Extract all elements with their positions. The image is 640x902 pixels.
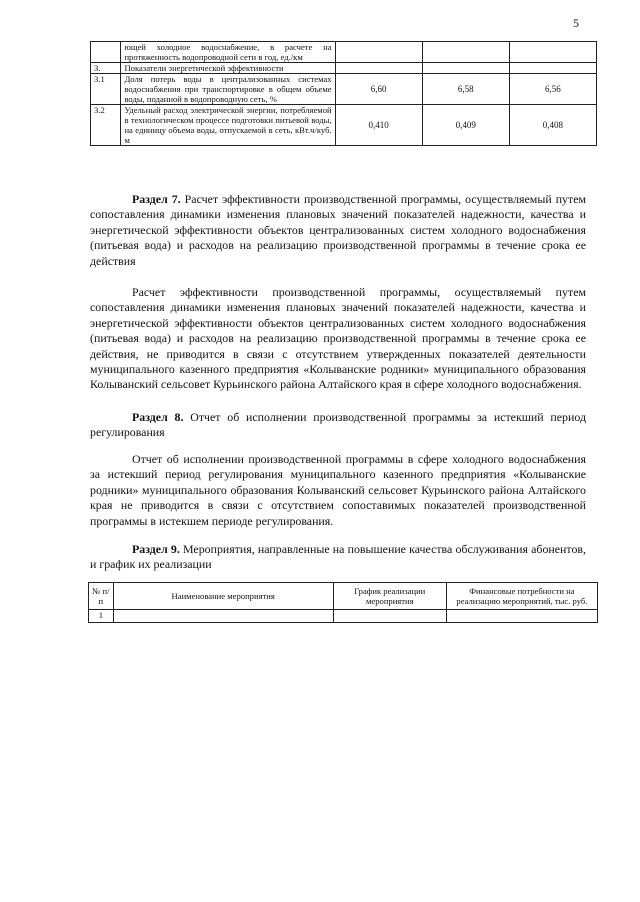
section-8-body: Отчет об исполнении производственной программы в сфере холодного водоснабжения за истекший период регулирования муниципального казенного предприятия «Колыванские родники» муниципального образования Колыванский сельсовет Курьинского района Алтайского края не приводится в связи с отсутствием сопоставимых показателей производственной программы в истекшем периоде регулирования. <box>90 452 586 528</box>
indicator-name: Показатели энергетической эффективности <box>121 63 335 74</box>
row-number <box>91 42 121 63</box>
section-8-label: Раздел 8. <box>132 410 184 424</box>
col-header-schedule: График реализации мероприятия <box>333 583 446 610</box>
value-cell: 6,56 <box>509 74 596 105</box>
table-row <box>91 105 597 146</box>
indicator-name: Удельный расход электрической энергии, потребляемой в технологическом процессе подготовки питьевой воды, на единицу объема воды, отпускаемой в сеть, кВт.ч/куб. м <box>121 105 335 146</box>
table-header-row <box>89 583 598 610</box>
col-header-name: Наименование мероприятия <box>113 583 333 610</box>
section-7-title: Расчет эффективности производственной программы, осуществляемый путем сопоставления динамики изменения плановых значений показателей надежности, качества и энергетической эффективности объектов централизованных систем холодного водоснабжения (питьевая вода) и расходов на реализацию производственной программы в течение срока ее действия <box>90 192 586 268</box>
value-cell <box>509 42 596 63</box>
table-row <box>91 63 597 74</box>
indicators-table <box>90 41 597 146</box>
table-row <box>91 74 597 105</box>
value-cell <box>335 63 422 74</box>
measures-table <box>88 582 598 623</box>
col-header-number: № п/п <box>89 583 114 610</box>
row-number: 3. <box>91 63 121 74</box>
section-7-body: Расчет эффективности производственной программы, осуществляемый путем сопоставления динамики изменения плановых значений показателей надежности, качества и энергетической эффективности объектов централизованных систем холодного водоснабжения (питьевая вода) и расходов на реализацию производственной программы в течение срока ее действия, не приводится в связи с отсутствием утвержденных показателей деятельности муниципального казенного предприятия «Колыванские родники» муниципального образования Колыванский сельсовет Курьинского района Алтайского края в сфере холодного водоснабжения. <box>90 285 586 392</box>
indicator-name: ющей холодное водоснабжение, в расчете на протяженность водопроводной сети в год, ед./км <box>121 42 335 63</box>
value-cell <box>422 63 509 74</box>
section-7-label: Раздел 7. <box>132 192 181 206</box>
value-cell: 0,409 <box>422 105 509 146</box>
section-9-label: Раздел 9. <box>132 542 180 556</box>
value-cell: 6,58 <box>422 74 509 105</box>
section-7-heading <box>90 192 586 269</box>
table-row <box>91 42 597 63</box>
row-number: 3.1 <box>91 74 121 105</box>
row-number: 3.2 <box>91 105 121 146</box>
section-8-title: Отчет об исполнении производственной программы за истекший период регулирования <box>90 410 586 440</box>
value-cell <box>422 42 509 63</box>
value-cell: 6,60 <box>335 74 422 105</box>
section-8-heading <box>90 410 586 441</box>
measure-finance <box>446 610 597 623</box>
value-cell <box>335 42 422 63</box>
value-cell: 0,408 <box>509 105 596 146</box>
indicator-name: Доля потерь воды в централизованных системах водоснабжения при транспортировке в общем объеме воды, поданной в водопроводную сеть, % <box>121 74 335 105</box>
value-cell: 0,410 <box>335 105 422 146</box>
measure-schedule <box>333 610 446 623</box>
table-row <box>89 610 598 623</box>
page-number: 5 <box>573 16 579 30</box>
section-9-title: Мероприятия, направленные на повышение качества обслуживания абонентов, и график их реализации <box>90 542 586 572</box>
row-number: 1 <box>89 610 114 623</box>
measure-name <box>113 610 333 623</box>
value-cell <box>509 63 596 74</box>
col-header-finance: Финансовые потребности на реализацию мероприятий, тыс. руб. <box>446 583 597 610</box>
section-9-heading <box>90 542 586 573</box>
